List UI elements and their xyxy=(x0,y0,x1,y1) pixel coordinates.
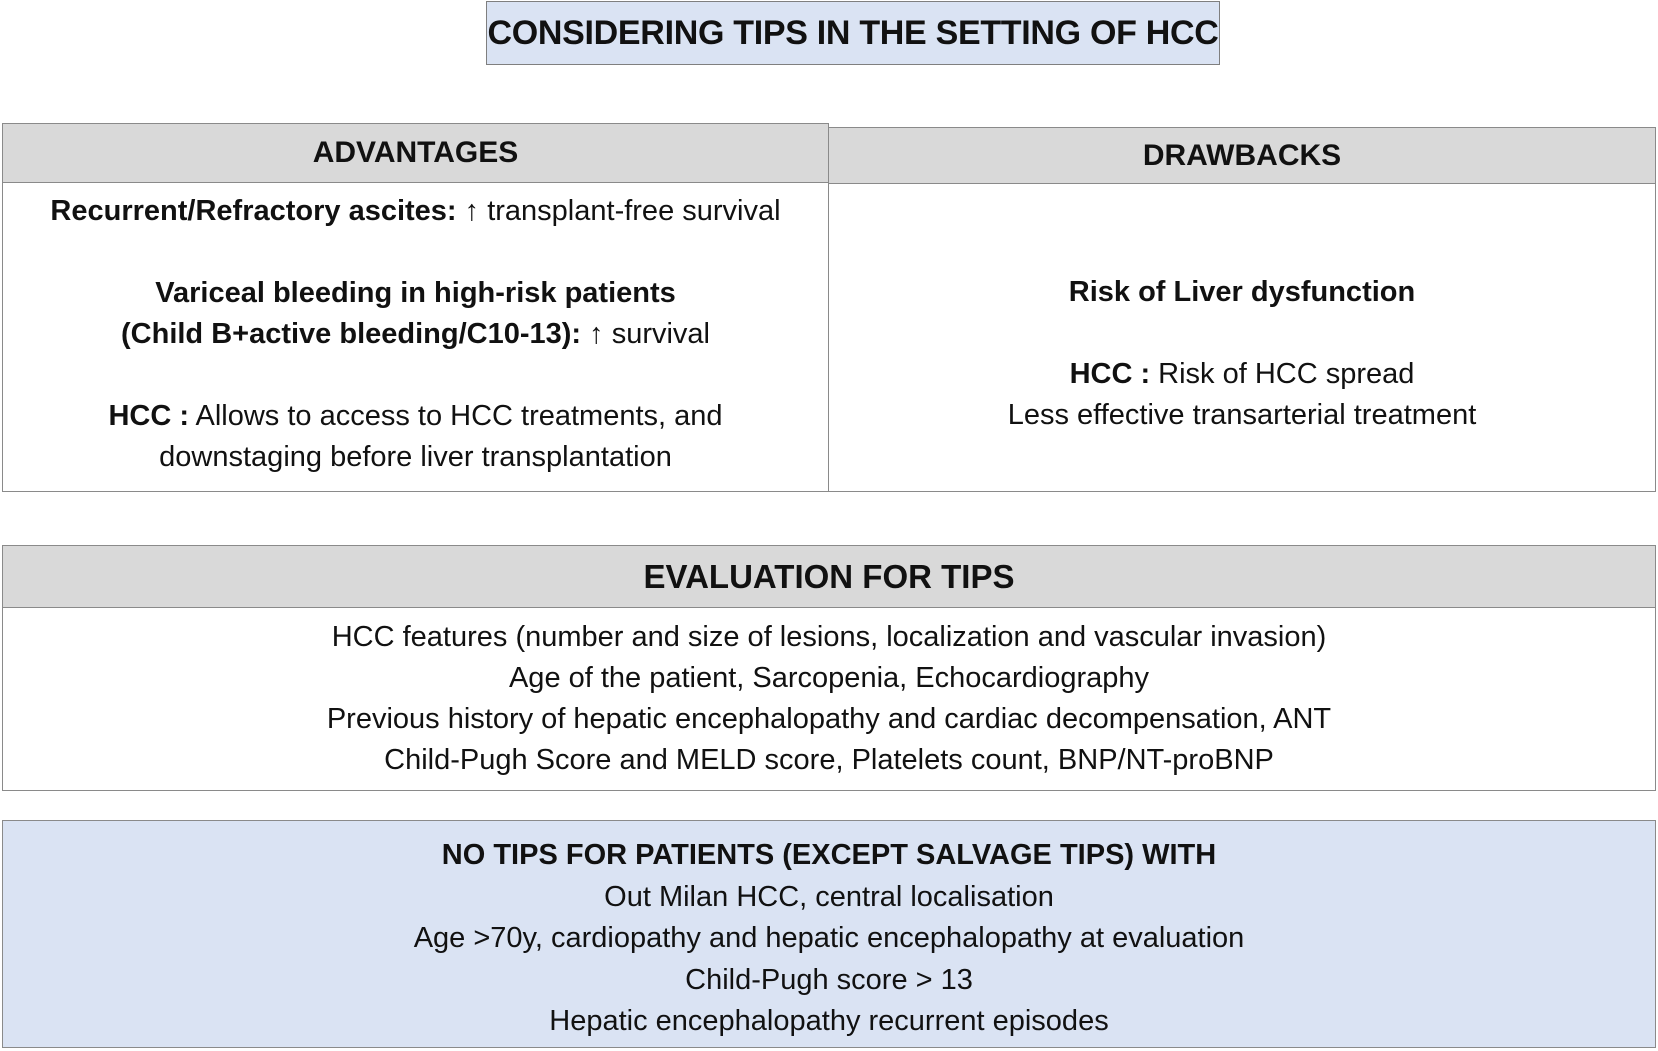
advantages-panel xyxy=(2,182,829,492)
evaluation-header: EVALUATION FOR TIPS xyxy=(2,545,1656,608)
drawbacks-header: DRAWBACKS xyxy=(828,127,1656,184)
advantage-variceal-line1: Variceal bleeding in high-risk patients xyxy=(155,277,676,309)
advantage-ascites xyxy=(3,191,828,232)
advantage-variceal-text: ↑ survival xyxy=(581,318,710,350)
drawback-hcc-text: Risk of HCC spread xyxy=(1150,358,1415,390)
no-tips-item: Child-Pugh score > 13 xyxy=(685,963,973,996)
advantage-hcc-line2: downstaging before liver transplantation xyxy=(159,441,672,473)
no-tips-header: NO TIPS FOR PATIENTS (EXCEPT SALVAGE TIPS) WITH xyxy=(441,839,1217,871)
advantage-ascites-text: ↑ transplant-free survival xyxy=(456,195,781,227)
drawback-transarterial: Less effective transarterial treatment xyxy=(1007,399,1477,431)
drawback-hcc xyxy=(829,354,1655,395)
advantage-ascites-label: Recurrent/Refractory ascites: xyxy=(50,195,457,227)
advantage-variceal-label: (Child B+active bleeding/C10-13): xyxy=(121,318,582,350)
advantage-variceal-line2 xyxy=(3,314,828,355)
evaluation-panel xyxy=(2,607,1656,791)
evaluation-item: HCC features (number and size of lesions, localization and vascular invasion) xyxy=(331,621,1327,653)
no-tips-panel xyxy=(2,820,1656,1048)
drawback-hcc-label: HCC : xyxy=(1069,358,1151,390)
advantages-header: ADVANTAGES xyxy=(2,123,829,183)
advantage-hcc-text: Allows to access to HCC treatments, and xyxy=(189,400,723,432)
advantage-hcc-label: HCC : xyxy=(108,400,190,432)
drawback-liver: Risk of Liver dysfunction xyxy=(1068,276,1416,308)
evaluation-item: Age of the patient, Sarcopenia, Echocardiography xyxy=(508,662,1150,694)
evaluation-item: Previous history of hepatic encephalopathy and cardiac decompensation, ANT xyxy=(326,703,1332,735)
no-tips-item: Age >70y, cardiopathy and hepatic encephalopathy at evaluation xyxy=(413,922,1245,954)
diagram-title: CONSIDERING TIPS IN THE SETTING OF HCC xyxy=(486,1,1220,65)
drawbacks-panel xyxy=(828,183,1656,492)
advantage-hcc-line1 xyxy=(3,396,828,437)
no-tips-item: Out Milan HCC, central localisation xyxy=(604,880,1054,913)
no-tips-item: Hepatic encephalopathy recurrent episodes xyxy=(549,1005,1109,1037)
evaluation-item: Child-Pugh Score and MELD score, Platelets count, BNP/NT-proBNP xyxy=(384,744,1274,776)
